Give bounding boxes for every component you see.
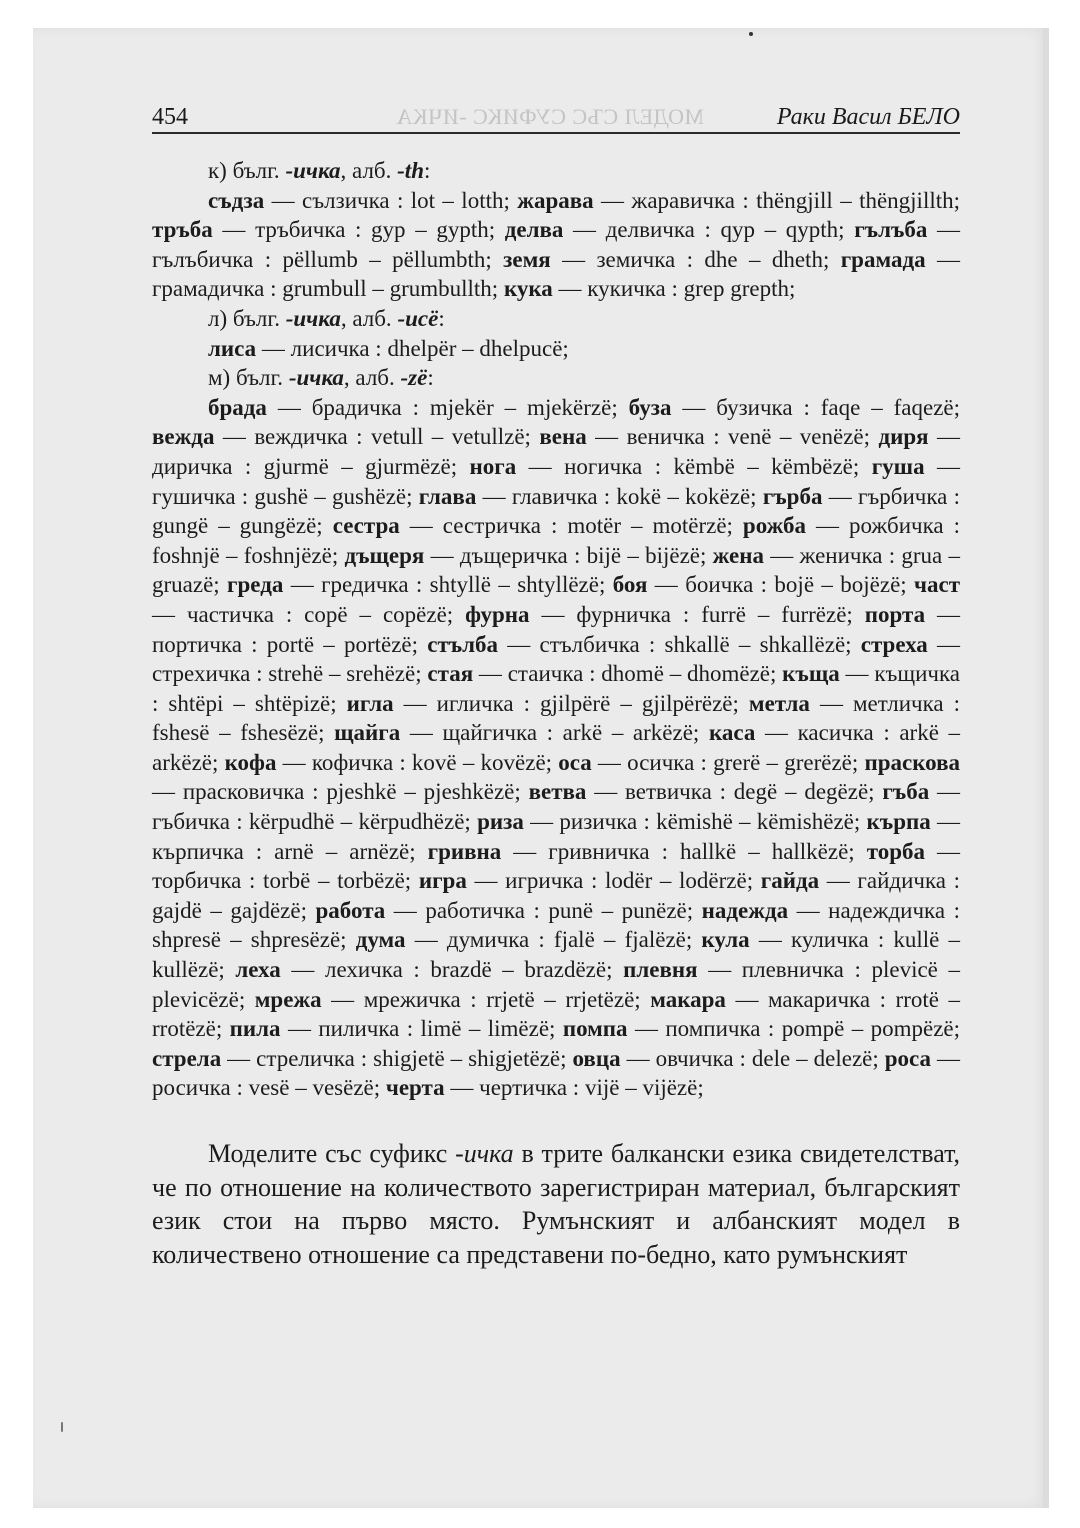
paragraph-gap — [152, 1103, 960, 1137]
headword: стая — [427, 661, 474, 687]
headword: черта — [385, 1075, 445, 1101]
label-prefix: м) бълг. — [208, 365, 289, 391]
diminutive-pair: игличка : gjilpërë – gjilpërëzë; — [436, 690, 749, 716]
running-header-author: Раки Васил БЕЛО — [776, 104, 960, 130]
diminutive-pair: надеждичка : shpresë – shpresëzë; — [152, 897, 961, 953]
diminutive-pair: жаравичка : thëngjill – thëngjillth; — [631, 187, 961, 213]
label-alb-suffix: -th — [397, 158, 424, 183]
label-bg-suffix: -ичка — [285, 305, 341, 331]
headword: метла — [748, 690, 810, 716]
headword: риза — [477, 809, 524, 835]
diminutive-pair: гайдичка : gajdë – gajdëzë; — [152, 868, 961, 923]
running-header — [152, 96, 960, 136]
diminutive-pair: делвичка : qyp – qypth; — [605, 217, 855, 243]
headword: вежда — [152, 424, 215, 450]
diminutive-pair: фурничка : furrë – furrëzë; — [576, 601, 865, 627]
headword: работа — [315, 897, 386, 923]
diminutive-pair: ногичка : këmbë – këmbëzë; — [564, 453, 872, 479]
headword: жарава — [517, 187, 594, 213]
dust-speck — [749, 32, 753, 36]
headword: буза — [628, 394, 672, 420]
headword: леха — [235, 957, 281, 983]
headword: фурна — [465, 601, 530, 627]
diminutive-pair: думичка : fjalë – fjalëzë; — [446, 927, 702, 953]
label-alb-suffix: -ucë — [397, 305, 439, 331]
diminutive-pair: овчичка : dele – delezë; — [655, 1045, 885, 1071]
headword: гайда — [760, 868, 820, 894]
diminutive-pair: тръбичка : gyp – gypth; — [255, 217, 505, 243]
section-label — [152, 304, 960, 334]
diminutive-pair: пиличка : limë – limëzë; — [318, 1016, 563, 1042]
diminutive-pair: гушичка : gushë – gushëzë; — [152, 483, 419, 509]
diminutive-pair: кърпичка : arnë – arnëzë; — [152, 838, 428, 864]
diminutive-pair: стълбичка : shkallë – shkallëzë; — [539, 631, 861, 657]
diminutive-pair: игричка : lodër – lodërzë; — [505, 868, 761, 894]
headword: каса — [708, 720, 756, 746]
headword: кърпа — [866, 809, 931, 835]
diminutive-pair: торбичка : torbë – torbëzë; — [152, 868, 419, 894]
diminutive-pair: лисичка : dhelpër – dhelpucë; — [290, 335, 569, 361]
bleed-through-text: МОДЕЛ СЪС СУФИКС -ИЧКА — [396, 104, 704, 129]
headword: гъба — [882, 779, 930, 805]
headword: сестра — [332, 513, 400, 539]
diminutive-pair: метличка : fshesë – fshesëzë; — [152, 690, 961, 746]
label-alb-suffix: -zë — [400, 365, 428, 391]
main-text — [152, 156, 960, 1271]
diminutive-pair: портичка : portë – portëzë; — [152, 631, 428, 657]
headword: торба — [866, 838, 925, 864]
label-mid: , алб. — [340, 158, 398, 183]
suffix-sections — [152, 156, 960, 1103]
diminutive-pair: веничка : venë – venëzë; — [626, 424, 879, 450]
headword: съдза — [208, 187, 265, 213]
diminutive-pair: къщичка : shtëpi – shtëpizë; — [152, 661, 961, 716]
closing-suffix: -ичка — [455, 1139, 514, 1168]
closing-paragraph — [152, 1137, 960, 1271]
diminutive-pair: гривничка : hallkë – hallkëzë; — [548, 838, 867, 864]
headword: земя — [503, 246, 551, 272]
headword: брада — [208, 394, 267, 420]
headword: диря — [878, 424, 929, 450]
label-end: : — [438, 305, 445, 331]
diminutive-pair: кофичка : kovë – kovëzë; — [311, 749, 559, 775]
page-number: 454 — [152, 104, 188, 130]
diminutive-pair: рожбичка : foshnjë – foshnjëzë; — [152, 513, 961, 568]
diminutive-pair: гъбичка : kërpudhë – kërpudhëzë; — [152, 809, 478, 835]
diminutive-pair: помпичка : pompë – pompëzë; — [665, 1016, 961, 1042]
closing-text-rest: в трите балкански езика свидетелстват, че по отношение на количеството зарегистриран материал, българският език стои на първо място. Румънският и албанският модел в количествено отношение са представени по-бедно, като румънският — [152, 1139, 960, 1269]
diminutive-pair: стаичка : dhomë – dhomëzë; — [507, 661, 783, 687]
diminutive-pair: мрежичка : rrjetë – rrjetëzë; — [363, 986, 651, 1012]
diminutive-pair: земичка : dhe – dheth; — [596, 246, 841, 272]
headword: стълба — [427, 631, 499, 657]
diminutive-pair: куличка : kullë – kullëzë; — [152, 927, 961, 983]
diminutive-pair: брадичка : mjekër – mjekërzë; — [311, 394, 629, 420]
headword: гуша — [871, 453, 925, 479]
diminutive-pair: дъщеричка : bijë – bijëzë; — [459, 542, 713, 568]
label-mid: , алб. — [343, 365, 401, 391]
headword: кука — [503, 276, 553, 302]
diminutive-pair: щайгичка : arkë – arkëzë; — [442, 720, 709, 746]
label-bg-suffix: -ичка — [288, 365, 344, 391]
headword: жена — [712, 542, 764, 568]
diminutive-pair: макаричка : rrotë – rrotëzë; — [152, 986, 961, 1042]
headword: дума — [355, 927, 406, 953]
headword: дъщеря — [344, 542, 425, 568]
label-prefix: к) бълг. — [208, 158, 286, 183]
headword: мрежа — [254, 986, 322, 1012]
headword: вена — [539, 424, 587, 450]
headword: щайга — [334, 720, 401, 746]
headword: помпа — [562, 1016, 628, 1042]
diminutive-pair: росичка : vesë – vesëzë; — [152, 1075, 386, 1101]
section-label — [152, 363, 960, 393]
headword: кула — [701, 927, 750, 953]
label-bg-suffix: -ичка — [285, 158, 341, 183]
diminutive-pair: сестричка : motër – motërzë; — [442, 513, 743, 539]
word-list: съдза — сълзичка : lot – lotth; жарава — жаравичка : thëngjill – thëngjillth; тръба — тръбичка : gyp – gypth; делва — делвичка : qyp – qypth; гълъба — гълъбичка : pëllumb – pëllumbth; земя — земичка : dhe – dheth; грамада — грамадичка : grumbull – grumbullth; кука — кукичка : grep grepth; — [152, 187, 961, 302]
headword: роса — [884, 1045, 932, 1071]
diminutive-pair: чертичка : vijë – vijëzë; — [479, 1075, 704, 1101]
headword: кофа — [224, 749, 277, 775]
header-rule — [152, 132, 960, 134]
diminutive-pair: осичка : grerë – grerëzë; — [627, 749, 865, 775]
label-end: : — [423, 158, 431, 183]
headword: гълъба — [854, 217, 928, 243]
label-end: : — [427, 365, 434, 391]
section-label — [152, 156, 960, 186]
headword: стрела — [152, 1045, 222, 1071]
headword: нога — [469, 453, 517, 479]
headword: порта — [864, 601, 926, 627]
headword: гърба — [762, 483, 823, 509]
diminutive-pair: бузичка : faqe – faqezë; — [716, 394, 960, 420]
diminutive-pair: частичка : copë – copëzë; — [186, 601, 466, 627]
diminutive-pair: стрехичка : strehë – srehëzë; — [152, 661, 428, 687]
dust-mark — [61, 1422, 63, 1432]
headword: игра — [418, 868, 467, 894]
diminutive-pair: кукичка : grep grepth; — [587, 276, 796, 302]
headword: боя — [612, 572, 648, 598]
diminutive-pair: прасковичка : pjeshkë – pjeshkëzë; — [182, 779, 529, 805]
headword: ветва — [528, 779, 587, 805]
diminutive-pair: боичка : bojë – bojëzë; — [685, 572, 915, 598]
diminutive-pair: главичка : kokë – kokëzë; — [511, 483, 763, 509]
headword: греда — [227, 572, 284, 598]
headword: тръба — [152, 217, 213, 243]
headword: оса — [558, 749, 592, 775]
headword: част — [914, 572, 961, 598]
headword: надежда — [701, 897, 789, 923]
word-list: лиса — лисичка : dhelpër – dhelpucë; — [208, 335, 569, 361]
headword: праскова — [864, 749, 961, 775]
headword: макара — [650, 986, 726, 1012]
headword: стреха — [860, 631, 928, 657]
headword: пила — [229, 1016, 281, 1042]
diminutive-pair: касичка : arkë – arkëzë; — [152, 720, 961, 775]
diminutive-pair: сълзичка : lot – lotth; — [302, 187, 518, 213]
diminutive-pair: лехичка : brazdë – brazdëzë; — [324, 957, 624, 983]
headword: плевня — [623, 957, 698, 983]
headword: лиса — [208, 335, 257, 361]
diminutive-pair: грамадичка : grumbull – grumbullth; — [152, 276, 504, 302]
diminutive-pair: гълъбичка : pëllumb – pëllumbth; — [152, 246, 504, 272]
diminutive-pair: гредичка : shtyllë – shtyllëzë; — [321, 572, 613, 598]
page-edge-shadow — [1043, 28, 1049, 1508]
diminutive-pair: стреличка : shigjetë – shigjetëzë; — [256, 1045, 573, 1071]
label-mid: , алб. — [340, 305, 398, 331]
diminutive-pair: гърбичка : gungë – gungëzë; — [152, 483, 960, 539]
diminutive-pair: плевничка : plevicë – plevicëzë; — [152, 957, 960, 1012]
diminutive-pair: ветвичка : degë – degëzë; — [625, 779, 883, 805]
headword: грамада — [840, 246, 926, 272]
headword: игла — [346, 690, 394, 716]
diminutive-pair: веждичка : vetull – vetullzë; — [254, 424, 540, 450]
headword: делва — [504, 217, 564, 243]
label-prefix: л) бълг. — [208, 305, 286, 331]
headword: къща — [782, 661, 840, 687]
diminutive-pair: женичка : grua – gruazë; — [152, 542, 960, 598]
diminutive-pair: ризичка : këmishë – këmishëzë; — [559, 809, 867, 835]
headword: глава — [418, 483, 477, 509]
diminutive-pair: диричка : gjurmë – gjurmëzë; — [152, 453, 470, 479]
headword: рожба — [742, 513, 807, 539]
headword: гривна — [427, 838, 502, 864]
closing-text-start: Моделите със суфикс — [208, 1139, 456, 1168]
headword: овца — [572, 1045, 621, 1071]
word-list: брада — брадичка : mjekër – mjekërzë; буза — бузичка : faqe – faqezë; вежда — веждичка : vetull – vetullzë; вена — веничка : venë – venëzë; диря — диричка : gjurmë – gjurmëzë; нога — ногичка : këmbë – këmbëzë; гуша — гушичка : gushë – gushëzë; глава — главичка : kokë – kokëzë; гърба — гърбичка : gungë – gungëzë; сестра — сестричка : motër – motërzë; рожба — рожбичка : foshnjë – foshnjëzë; дъщеря — дъщеричка : bijë – bijëzë; жена — женичка : grua – gruazë; греда — гредичка : shtyllë – shtyllëzë; боя — боичка : bojë – bojëzë; част — частичка : copë – copëzë; фурна — фурничка : furrë – furrëzë; порта — портичка : portë – portëzë; стълба — стълбичка : shkallë – shkallëzë; стреха — стрехичка : strehë – srehëzë; стая — стаичка : dhomë – dhomëzë; къща — къщичка : shtëpi – shtëpizë; игла — игличка : gjilpërë – gjilpërëzë; метла — метличка : fshesë – fshesëzë; щайга — щайгичка : arkë – arkëzë; каса — касичка : arkë – arkëzë; кофа — кофичка : kovë – kovëzë; оса — осичка : grerë – grerëzë; праскова — прасковичка : pjeshkë – pjeshkëzë; ветва — ветвичка : degë – degëzë; гъба — гъбичка : kërpudhë – kërpudhëzë; риза — ризичка : këmishë – këmishëzë; кърпа — кърпичка : arnë – arnëzë; гривна — гривничка : hallkë – hallkëzë; торба — торбичка : torbë – torbëzë; игра — игричка : lodër – lodërzë; гайда — гайдичка : gajdë – gajdëzë; работа — работичка : punë – punëzë; надежда — надеждичка : shpresë – shpresëzë; дума — думичка : fjalë – fjalëzë; кула — куличка : kullë – kullëzë; леха — лехичка : brazdë – brazdëzë; плевня — плевничка : plevicë – plevicëzë; мрежа — мрежичка : rrjetë – rrjetëzë; макара — макаричка : rrotë – rrotëzë; пила — пиличка : limë – limëzë; помпа — помпичка : pompë – pompëzë; стрела — стреличка : shigjetë – shigjetëzë; овца — овчичка : dele – delezë; роса — росичка : vesë – vesëzë; черта — чертичка : vijë – vijëzë; — [152, 394, 961, 1101]
diminutive-pair: работичка : punë – punëzë; — [425, 897, 702, 923]
